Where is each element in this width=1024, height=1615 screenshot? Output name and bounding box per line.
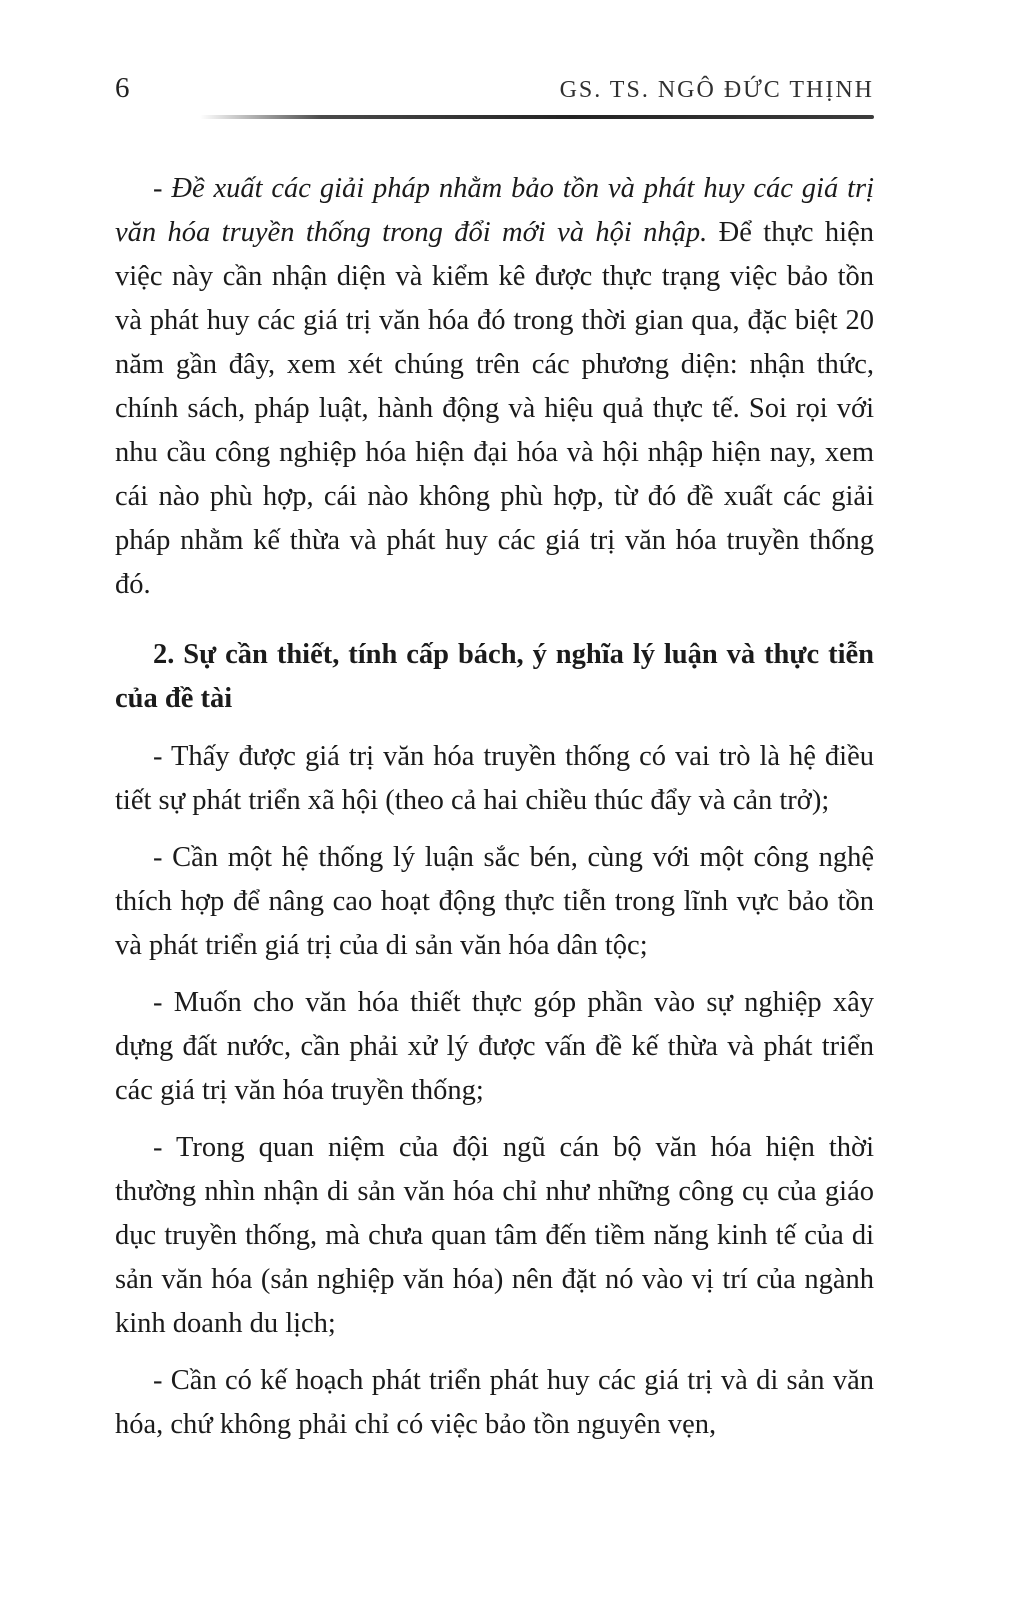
paragraph-bullet-2: - Cần một hệ thống lý luận sắc bén, cùng với một công nghệ thích hợp để nâng cao hoạt động thực tiễn trong lĩnh vực bảo tồn và phát triển giá trị của di sản văn hóa dân tộc;: [115, 842, 874, 961]
paragraph-bullet-3: - Muốn cho văn hóa thiết thực góp phần vào sự nghiệp xây dựng đất nước, cần phải xử lý được vấn đề kế thừa và phát triển các giá trị văn hóa truyền thống;: [115, 987, 874, 1106]
paragraph-bullet-4: - Trong quan niệm của đội ngũ cán bộ văn hóa hiện thời thường nhìn nhận di sản văn hóa chỉ như những công cụ của giáo dục truyền thống, mà chưa quan tâm đến tiềm năng kinh tế của di sản văn hóa (sản nghiệp văn hóa) nên đặt nó vào vị trí của ngành kinh doanh du lịch;: [115, 1132, 874, 1339]
paragraph-bullet-5: - Cần có kế hoạch phát triển phát huy các giá trị và di sản văn hóa, chứ không phải chỉ có việc bảo tồn nguyên vẹn,: [115, 1365, 874, 1440]
page-body: [115, 167, 874, 1447]
page-number: 6: [115, 72, 130, 104]
header-rule: [200, 115, 874, 119]
paragraph-proposal-italic-lead: - Đề xuất các giải pháp nhằm bảo tồn và phát huy các giá trị văn hóa truyền thống trong đổi mới và hội nhập.: [115, 173, 874, 248]
section-heading-2: 2. Sự cần thiết, tính cấp bách, ý nghĩa lý luận và thực tiễn của đề tài: [115, 639, 874, 714]
running-header: GS. TS. NGÔ ĐỨC THỊNH: [559, 77, 874, 103]
paragraph-proposal-rest: Để thực hiện việc này cần nhận diện và kiểm kê được thực trạng việc bảo tồn và phát huy các giá trị văn hóa đó trong thời gian qua, đặc biệt 20 năm gần đây, xem xét chúng trên các phương diện: nhận thức, chính sách, pháp luật, hành động và hiệu quả thực tế. Soi rọi với nhu cầu công nghiệp hóa hiện đại hóa và hội nhập hiện nay, xem cái nào phù hợp, cái nào không phù hợp, từ đó đề xuất các giải pháp nhằm kế thừa và phát huy các giá trị văn hóa truyền thống đó.: [115, 217, 874, 600]
page-header: [115, 72, 874, 105]
paragraph-proposal: [115, 167, 874, 607]
paragraph-bullet-1: - Thấy được giá trị văn hóa truyền thống có vai trò là hệ điều tiết sự phát triển xã hội (theo cả hai chiều thúc đẩy và cản trở);: [115, 741, 874, 816]
